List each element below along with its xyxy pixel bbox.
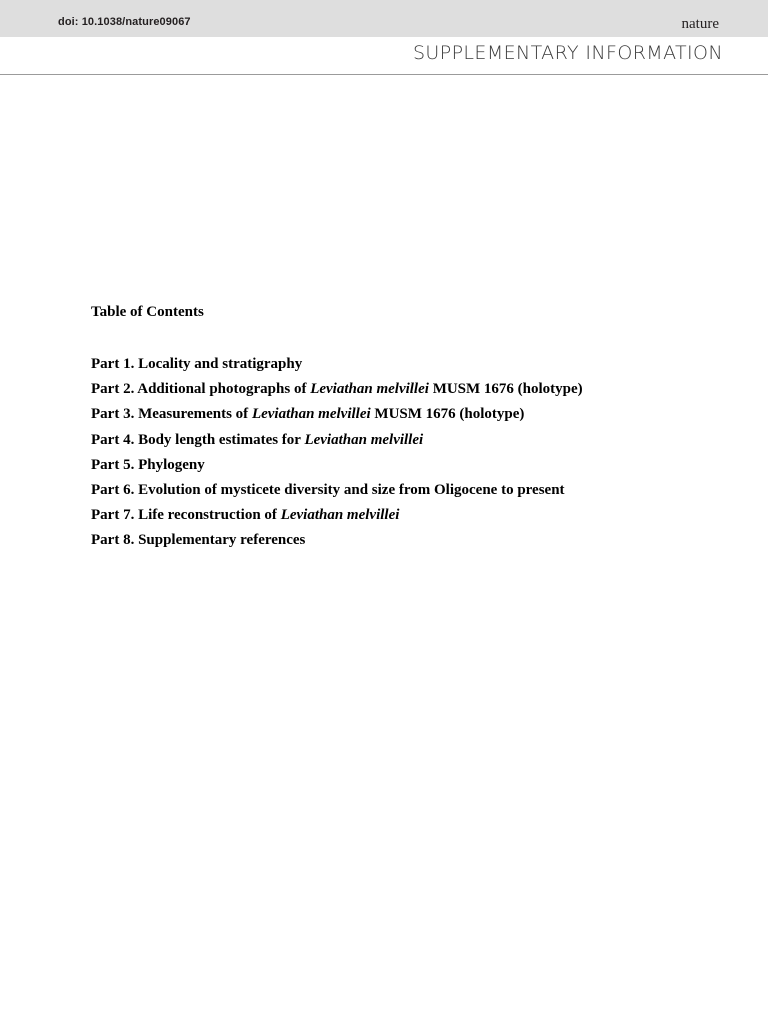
toc-item-species: Leviathan melvillei bbox=[310, 381, 429, 398]
toc-item-part-8 bbox=[91, 531, 583, 549]
toc-item-text: Part 2. Additional photographs of bbox=[91, 381, 311, 398]
doi-label: doi: 10.1038/nature09067 bbox=[58, 16, 191, 28]
toc-item-part-2 bbox=[91, 380, 583, 398]
toc-item-text-suffix: MUSM 1676 (holotype) bbox=[370, 406, 525, 423]
header-divider bbox=[0, 74, 768, 75]
toc-item-part-6 bbox=[91, 481, 583, 499]
toc-item-text-suffix: MUSM 1676 (holotype) bbox=[428, 381, 583, 398]
toc-item-text: Part 1. Locality and stratigraphy bbox=[91, 356, 303, 372]
toc-item-species: Leviathan melvillei bbox=[251, 406, 371, 423]
toc-item-text: Part 7. Life reconstruction of bbox=[91, 507, 281, 524]
toc-item-part-5 bbox=[91, 456, 583, 474]
toc-item-text: Part 5. Phylogeny bbox=[91, 456, 205, 473]
toc-item-text: Part 4. Body length estimates for bbox=[91, 431, 305, 448]
toc-item-part-3 bbox=[91, 405, 583, 423]
toc-item-species: Leviathan melvillei bbox=[280, 507, 400, 524]
journal-logo: nature bbox=[681, 16, 719, 32]
toc-list bbox=[91, 355, 583, 549]
toc-item-text: Part 8. Supplementary references bbox=[91, 532, 306, 549]
toc-item-part-1 bbox=[91, 355, 583, 373]
toc-item-part-7 bbox=[91, 506, 583, 524]
toc-item-text: Part 3. Measurements of bbox=[91, 406, 252, 423]
table-of-contents bbox=[91, 303, 583, 557]
toc-item-text: Part 6. Evolution of mysticete diversity and size from Oligocene to present bbox=[91, 481, 565, 498]
section-title: SUPPLEMENTARY INFORMATION bbox=[412, 42, 723, 64]
toc-heading: Table of Contents bbox=[91, 304, 204, 320]
toc-item-species: Leviathan melvillei bbox=[304, 431, 424, 448]
header-bar bbox=[0, 0, 768, 37]
toc-item-part-4 bbox=[91, 431, 583, 449]
